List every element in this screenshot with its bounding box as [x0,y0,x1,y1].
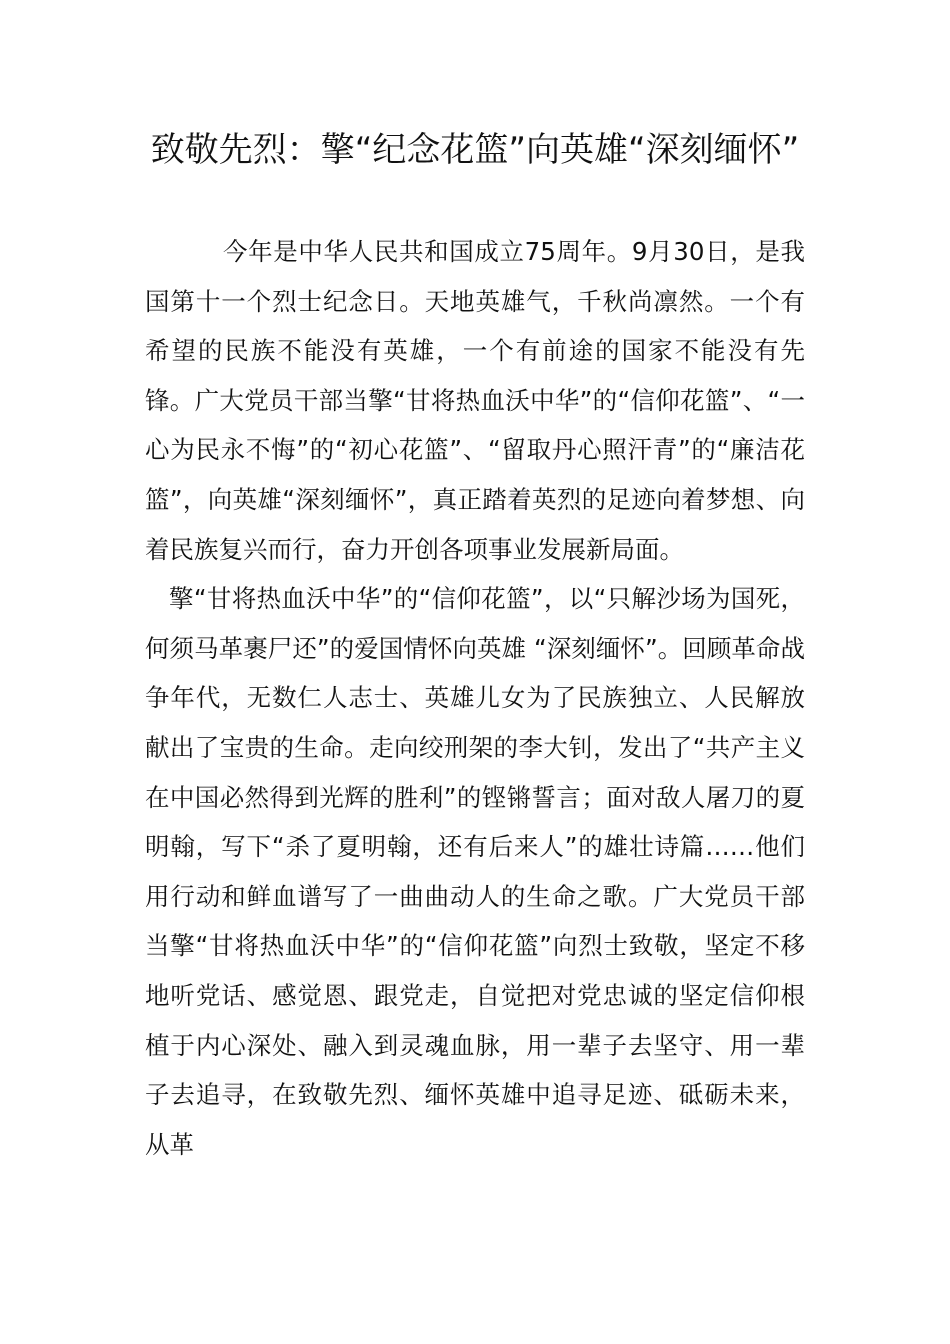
paragraph-1: 今年是中华人民共和国成立75周年。9月30日，是我国第十一个烈士纪念日。天地英雄气，千秋尚凛然。一个有希望的民族不能没有英雄，一个有前途的国家不能没有先锋。广大党员干部当擎“甘将热血沃中华”的“信仰花篮”、“一心为民永不悔”的“初心花篮”、“留取丹心照汗青”的“廉洁花篮”，向英雄“深刻缅怀”，真正踏着英烈的足迹向着梦想、向着民族复兴而行，奋力开创各项事业发展新局面。 [145,237,805,564]
document-title: 致敬先烈：擎“纪念花篮”向英雄“深刻缅怀” [150,130,800,170]
paragraph-2: 擎“甘将热血沃中华”的“信仰花篮”，以“只解沙场为国死，何须马革裹尸还”的爱国情怀向英雄 “深刻缅怀”。回顾革命战争年代，无数仁人志士、英雄儿女为了民族独立、人民解放献出了宝贵的生命。走向绞刑架的李大钊，发出了“共产主义在中国必然得到光辉的胜利”的铿锵誓言；面对敌人屠刀的夏明翰，写下“杀了夏明翰，还有后来人”的雄壮诗篇……他们用行动和鲜血谱写了一曲曲动人的生命之歌。广大党员干部当擎“甘将热血沃中华”的“信仰花篮”向烈士致敬，坚定不移地听党话、感觉恩、跟党走，自觉把对党忠诚的坚定信仰根植于内心深处、融入到灵魂血脉，用一辈子去坚守、用一辈子去追寻，在致敬先烈、缅怀英雄中追寻足迹、砥砺未来，从革 [145,584,805,1159]
document-body [145,227,805,1169]
